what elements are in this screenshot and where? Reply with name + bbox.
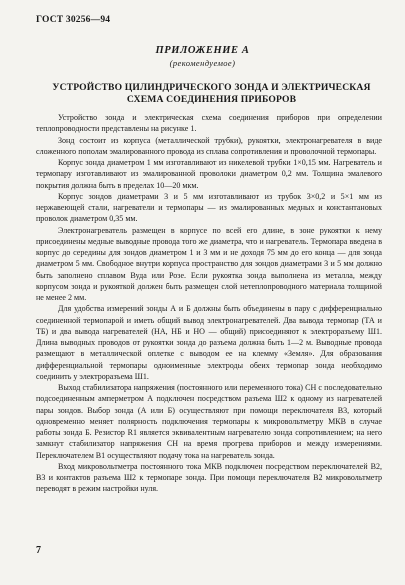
paragraph: Вход микровольтметра постоянного тока МКВ подключен посредством переключателей В2, В3 и контактов разъема Ш2 к термопаре зонда. При помощи переключателя В2 микровольтметр переводят в режим настройки нуля.	[36, 461, 382, 494]
main-title: УСТРОЙСТВО ЦИЛИНДРИЧЕСКОГО ЗОНДА И ЭЛЕКТРИЧЕСКАЯ СХЕМА СОЕДИНЕНИЯ ПРИБОРОВ	[52, 82, 371, 105]
page-number: 7	[36, 545, 41, 556]
appendix-title: ПРИЛОЖЕНИЕ А	[155, 45, 250, 56]
paragraph: Зонд состоит из корпуса (металлической трубки), рукоятки, электронагревателя в виде сложенного пополам эмалированного провода из сплава сопротивления и проволочной термопары.	[36, 135, 382, 156]
paragraph: Корпус зондов диаметрами 3 и 5 мм изготавливают из трубок 3×0,2 и 5×1 мм из нержавеющей стали, нагреватели и термопары — из эмалированных медных и константановых проволок диаметром 0,35 мм.	[36, 191, 382, 224]
paragraph: Выход стабилизатора напряжения (постоянного или переменного тока) СН с последовательно подсоединенным амперметром А подключен посредством разъема Ш2 к одному из нагревателей пары зондов. Выбор зонда (А или Б) осуществляют при помощи переключателя В3, который одновременно меняет полярность подключения термопары к микровольтметру МКВ в случае работы зонда Б. Резистор R1 является эквивалентным нагревателю зонда сопротивлением; на него замкнут стабилизатор напряжения СН на время прогрева приборов и между измерениями. Переключателем В1 осуществляют подачу тока на нагреватель зонда.	[36, 383, 382, 460]
body-text	[36, 112, 382, 495]
standard-header: ГОСТ 30256—94	[36, 15, 111, 25]
paragraph: Корпус зонда диаметром 1 мм изготавливают из никелевой трубки 1×0,15 мм. Нагреватель и термопару изготавливают из эмалированной проволоки диаметром 0,2 мм. Толщина эмалевого покрытия должна быть в пределах 10—20 мкм.	[36, 158, 382, 190]
paragraph: Электронагреватель размещен в корпусе по всей его длине, в зоне рукоятки к нему присоединены медные выводные провода того же диаметра, что и нагреватель. Термопара введена в корпус до середины для зондов диаметром 1 и 3 мм и не доходя 75 мм до его конца — для зонда диаметром 5 мм. Свободное внутри корпуса пространство для зондов диаметрами 3 и 5 мм должно быть заполнено сплавом Вуда или Розе. Если рукоятка зонда выполнена из металла, между корпусом зонда и рукояткой должен быть размещен слой нетеплопроводного материала толщиной не менее 2 мм.	[36, 225, 382, 302]
paragraph: Устройство зонда и электрическая схема соединения приборов при определении теплопроводности представлены на рисунке 1.	[36, 113, 382, 134]
appendix-note: (рекомендуемое)	[169, 58, 236, 68]
paragraph: Для удобства измерений зонды А и Б должны быть объединены в пару с дифференциально соединенной термопарой и иметь общий вывод электронагревателей. Два вывода термопар (ТА и ТБ) и два вывода нагревателей (НА, НБ и НО — общий) присоединяют к электроразъему Ш1. Длина выводных проводов от рукоятки зонда до разъема должна быть 1—2 м. Выводные провода размещают в металлической оплетке с выводом ее на клемму «Земля». Для образования дифференциальной термопары одноименные электроды обеих термопар зонда необходимо соединить у электроразъема Ш1.	[36, 304, 382, 381]
